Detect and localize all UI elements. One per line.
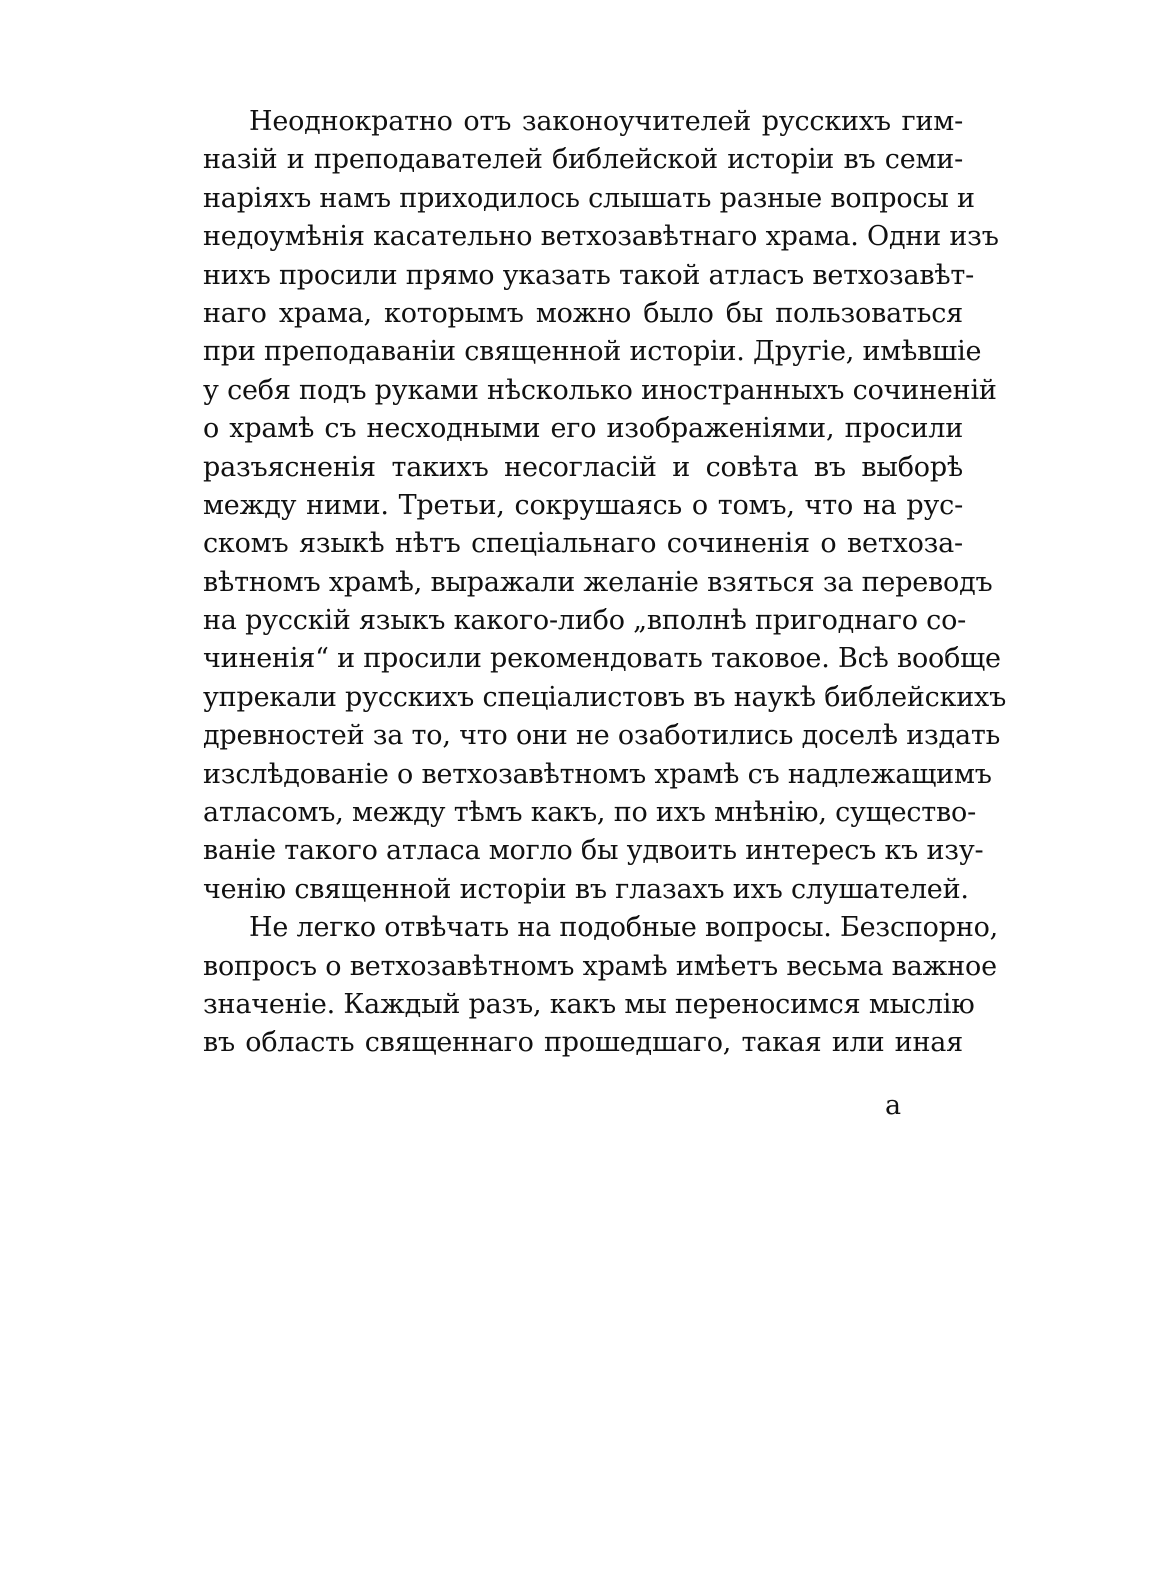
text-line: изслѣдованіе о ветхозавѣтномъ храмѣ съ надлежащимъ [203,758,992,790]
text-line: о храмѣ съ несходными его изображеніями, просили [203,413,963,445]
text-line: значеніе. Каждый разъ, какъ мы переносимся мыслію [203,988,975,1020]
text-line: между ними. Третьи, сокрушаясь о томъ, что на рус- [203,489,963,521]
text-line: древностей за то, что они не озаботились доселѣ издать [203,720,1001,752]
text-line: скомъ языкѣ нѣтъ спеціальнаго сочиненія о ветхоза- [203,528,963,560]
text-line: упрекали русскихъ спеціалистовъ въ наукѣ библейскихъ [203,681,1007,713]
text-line: атласомъ, между тѣмъ какъ, по ихъ мнѣнію, существо- [203,797,977,829]
text-line: недоумѣнія касательно ветхозавѣтнаго храма. Одни изъ [203,221,999,253]
text-line: при преподаваніи священной исторіи. Другіе, имѣвшіе [203,336,982,368]
text-line: вопросъ о ветхозавѣтномъ храмѣ имѣетъ весьма важное [203,950,997,982]
paragraph-1 [203,103,1007,909]
text-line: ченію священной исторіи въ глазахъ ихъ слушателей. [203,873,969,905]
text-line: разъясненія такихъ несогласій и совѣта въ выборѣ [203,451,963,483]
body-text [203,103,1007,1063]
text-line: наго храма, которымъ можно было бы пользоваться [203,297,963,329]
text-line: наріяхъ намъ приходилось слышать разные вопросы и [203,182,975,214]
text-line: чиненія“ и просили рекомендовать таковое. Всѣ вообще [203,643,1001,675]
text-line: у себя подъ руками нѣсколько иностранныхъ сочиненій [203,374,997,406]
text-line: назій и преподавателей библейской исторіи въ семи- [203,144,963,176]
text-line: Неоднократно отъ законоучителей русскихъ гим- [249,106,963,137]
text-line: Не легко отвѣчать на подобные вопросы. Безспорно, [249,912,999,944]
signature-mark: а [885,1090,902,1121]
text-line: нихъ просили прямо указать такой атласъ ветхозавѣт- [203,259,975,291]
text-line: на русскій языкъ какого-либо „вполнѣ пригоднаго со- [203,605,967,637]
text-line: въ область священнаго прошедшаго, такая или иная [203,1027,963,1059]
text-line: ваніе такого атласа могло бы удвоить интересъ къ изу- [203,835,984,867]
text-line: вѣтномъ храмѣ, выражали желаніе взяться за переводъ [203,566,993,598]
paragraph-2 [203,909,999,1063]
